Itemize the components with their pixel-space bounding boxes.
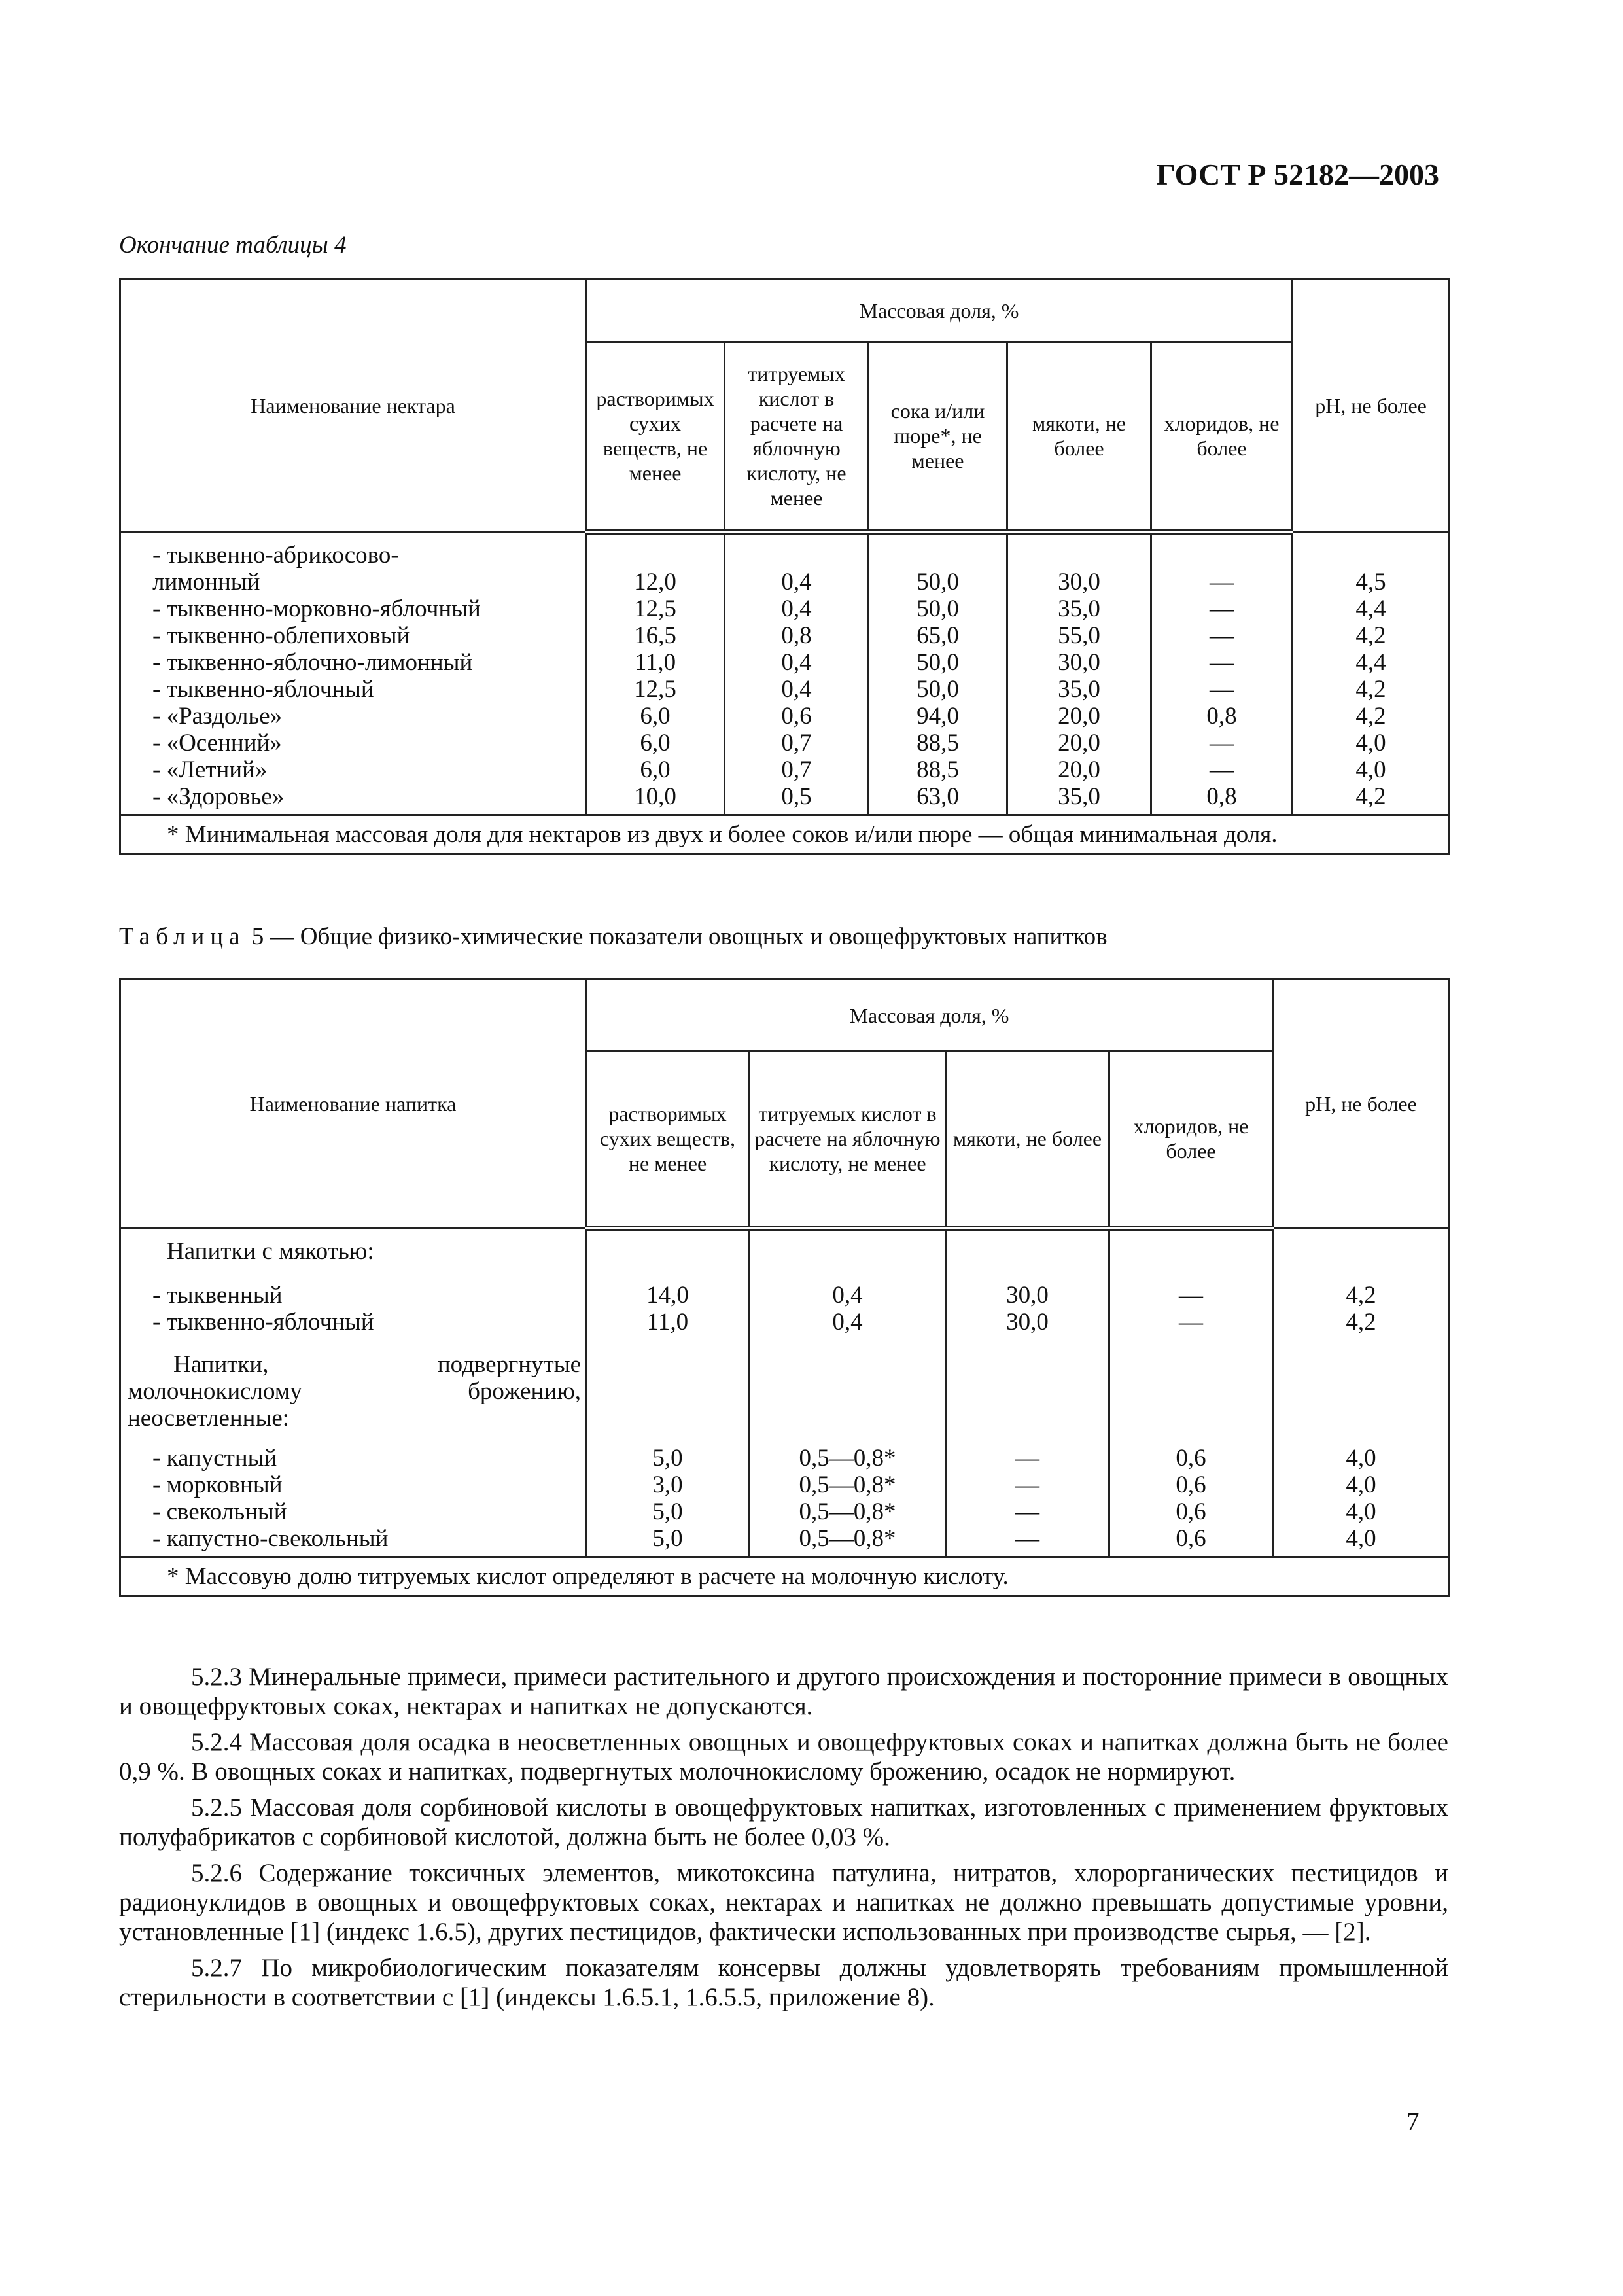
cell-ph: 4,0 [1273, 1472, 1450, 1498]
table5-header-group: Массовая доля, % [586, 980, 1273, 1051]
cell-soluble: 12,0 [586, 532, 725, 596]
cell-soluble: 5,0 [586, 1498, 750, 1525]
cell-soluble: 14,0 [586, 1265, 750, 1309]
table4-header-name: Наименование нектара [120, 279, 586, 532]
row-name: - «Здоровье» [120, 783, 586, 815]
table4-caption: Окончание таблицы 4 [119, 232, 347, 258]
cell-chlorides: 0,6 [1109, 1525, 1273, 1557]
cell-soluble: 12,5 [586, 595, 725, 622]
document-standard-number: ГОСТ Р 52182—2003 [1156, 158, 1439, 191]
table5-group1-title: Напитки с мякотью: [120, 1228, 586, 1265]
cell-acids: 0,4 [750, 1265, 946, 1309]
cell-chlorides: — [1151, 676, 1293, 703]
cell-pulp: 30,0 [946, 1265, 1109, 1309]
table4-header-chlorides: хлоридов, не более [1151, 342, 1293, 532]
cell-acids: 0,7 [725, 756, 869, 783]
cell-chlorides: — [1109, 1309, 1273, 1335]
cell-soluble: 3,0 [586, 1472, 750, 1498]
table4-header-ph: pH, не более [1293, 279, 1450, 532]
cell-ph: 4,2 [1293, 622, 1450, 649]
table5-header-name: Наименование напитка [120, 980, 586, 1228]
cell-ph: 4,2 [1293, 703, 1450, 730]
cell-chlorides: — [1151, 649, 1293, 676]
row-name: - капустно-свекольный [120, 1525, 586, 1557]
cell-chlorides: — [1151, 730, 1293, 756]
cell-pulp: 35,0 [1007, 676, 1151, 703]
cell-ph: 4,2 [1293, 676, 1450, 703]
row-name: - «Раздолье» [120, 703, 586, 730]
cell-ph: 4,0 [1273, 1525, 1450, 1557]
table-row [120, 783, 1450, 815]
cell-acids: 0,5 [725, 783, 869, 815]
paragraph-5-2-7: 5.2.7 По микробиологическим показателям консервы должны удовлетворять требованиям промышленной стерильности в соответствии с [1] (индексы 1.6.5.1, 1.6.5.5, приложение 8). [119, 1954, 1448, 2011]
table5-footnote: * Массовую долю титруемых кислот определяют в расчете на молочную кислоту. [120, 1557, 1450, 1597]
cell-soluble: 6,0 [586, 703, 725, 730]
table-row [120, 730, 1450, 756]
cell-acids: 0,4 [750, 1309, 946, 1335]
cell-juice: 88,5 [869, 730, 1007, 756]
cell-chlorides: — [1151, 622, 1293, 649]
table-row [120, 532, 1450, 596]
row-name: - тыквенно-яблочно-лимонный [120, 649, 586, 676]
cell-pulp: 55,0 [1007, 622, 1151, 649]
table5-header-ph: pH, не более [1273, 980, 1450, 1228]
row-name: - тыквенный [120, 1265, 586, 1309]
row-name: - тыквенно-яблочный [120, 676, 586, 703]
cell-acids: 0,8 [725, 622, 869, 649]
paragraph-5-2-4: 5.2.4 Массовая доля осадка в неосветленных овощных и овощефруктовых соках и напитках должна быть не более 0,9 %. В овощных соках и напитках, подвергнутых молочнокислому брожению, осадок не нормируют. [119, 1728, 1448, 1786]
cell-pulp: — [946, 1498, 1109, 1525]
cell-chlorides: — [1151, 532, 1293, 596]
cell-soluble: 5,0 [586, 1432, 750, 1472]
cell-pulp: — [946, 1525, 1109, 1557]
cell-acids: 0,4 [725, 649, 869, 676]
table5-caption-lead: Таблица [119, 923, 246, 950]
row-name: - «Осенний» [120, 730, 586, 756]
cell-ph: 4,2 [1273, 1265, 1450, 1309]
cell-ph: 4,5 [1293, 532, 1450, 596]
cell-chlorides: 0,8 [1151, 783, 1293, 815]
cell-juice: 65,0 [869, 622, 1007, 649]
row-name: - тыквенно-облепиховый [120, 622, 586, 649]
cell-soluble: 12,5 [586, 676, 725, 703]
row-name: - капустный [120, 1432, 586, 1472]
cell-acids: 0,5—0,8* [750, 1472, 946, 1498]
table-row [120, 622, 1450, 649]
cell-soluble: 11,0 [586, 1309, 750, 1335]
cell-juice: 94,0 [869, 703, 1007, 730]
cell-pulp: — [946, 1432, 1109, 1472]
cell-acids: 0,7 [725, 730, 869, 756]
cell-chlorides: — [1109, 1265, 1273, 1309]
row-name: - тыквенно-яблочный [120, 1309, 586, 1335]
cell-ph: 4,0 [1273, 1498, 1450, 1525]
cell-soluble: 6,0 [586, 730, 725, 756]
cell-chlorides: 0,6 [1109, 1472, 1273, 1498]
cell-acids: 0,5—0,8* [750, 1432, 946, 1472]
table-row [120, 1472, 1450, 1498]
table-row [120, 1525, 1450, 1557]
table-row [120, 649, 1450, 676]
cell-juice: 63,0 [869, 783, 1007, 815]
table4-header-group: Массовая доля, % [586, 279, 1293, 342]
table5 [119, 978, 1450, 1597]
body-text [119, 1662, 1448, 2019]
cell-pulp: 30,0 [1007, 649, 1151, 676]
cell-acids: 0,4 [725, 595, 869, 622]
table-row [120, 703, 1450, 730]
table5-header-chlorides: хлоридов, не более [1109, 1051, 1273, 1228]
cell-ph: 4,0 [1273, 1432, 1450, 1472]
cell-ph: 4,0 [1293, 730, 1450, 756]
table5-group2-title: Напитки, подвергнутые молочнокислому брожению, неосветленные: [120, 1335, 586, 1432]
paragraph-5-2-6: 5.2.6 Содержание токсичных элементов, микотоксина патулина, нитратов, хлорорганических пестицидов и радионуклидов в овощных и овощефруктовых соках, нектарах и напитках не должно превышать допустимые уровни, установленные [1] (индекс 1.6.5), других пестицидов, фактически использованных при производстве сырья, — [2]. [119, 1859, 1448, 1946]
cell-pulp: 35,0 [1007, 595, 1151, 622]
cell-pulp: 20,0 [1007, 756, 1151, 783]
table4-footnote: * Минимальная массовая доля для нектаров из двух и более соков и/или пюре — общая минимальная доля. [120, 815, 1450, 855]
cell-juice: 50,0 [869, 676, 1007, 703]
cell-pulp: 30,0 [946, 1309, 1109, 1335]
cell-ph: 4,2 [1293, 783, 1450, 815]
table4-header-juice: сока и/или пюре*, не менее [869, 342, 1007, 532]
page-number: 7 [1406, 2108, 1420, 2136]
cell-chlorides: — [1151, 595, 1293, 622]
cell-chlorides: — [1151, 756, 1293, 783]
cell-acids: 0,4 [725, 676, 869, 703]
cell-pulp: — [946, 1472, 1109, 1498]
cell-soluble: 6,0 [586, 756, 725, 783]
table-row [120, 1265, 1450, 1309]
table5-caption-title: 5 — Общие физико-химические показатели овощных и овощефруктовых напитков [251, 923, 1108, 950]
table-row [120, 595, 1450, 622]
cell-juice: 88,5 [869, 756, 1007, 783]
cell-pulp: 30,0 [1007, 532, 1151, 596]
cell-chlorides: 0,6 [1109, 1432, 1273, 1472]
cell-ph: 4,0 [1293, 756, 1450, 783]
cell-juice: 50,0 [869, 595, 1007, 622]
cell-soluble: 10,0 [586, 783, 725, 815]
cell-pulp: 20,0 [1007, 730, 1151, 756]
table-row [120, 1309, 1450, 1335]
cell-ph: 4,2 [1273, 1309, 1450, 1335]
table5-header-pulp: мякоти, не более [946, 1051, 1109, 1228]
cell-ph: 4,4 [1293, 595, 1450, 622]
paragraph-5-2-5: 5.2.5 Массовая доля сорбиновой кислоты в овощефруктовых напитках, изготовленных с применением фруктовых полуфабрикатов с сорбиновой кислотой, должна быть не более 0,03 %. [119, 1793, 1448, 1851]
table4-header-soluble: растворимых сухих веществ, не менее [586, 342, 725, 532]
cell-acids: 0,4 [725, 532, 869, 596]
paragraph-5-2-3: 5.2.3 Минеральные примеси, примеси растительного и другого происхождения и посторонние примеси в овощных и овощефруктовых соках, нектарах и напитках не допускаются. [119, 1663, 1448, 1720]
cell-chlorides: 0,6 [1109, 1498, 1273, 1525]
cell-juice: 50,0 [869, 532, 1007, 596]
cell-ph: 4,4 [1293, 649, 1450, 676]
row-name: - свекольный [120, 1498, 586, 1525]
cell-acids: 0,5—0,8* [750, 1498, 946, 1525]
table4 [119, 278, 1450, 855]
cell-acids: 0,5—0,8* [750, 1525, 946, 1557]
row-name: - тыквенно-морковно-яблочный [120, 595, 586, 622]
table5-header-soluble: растворимых сухих веществ, не менее [586, 1051, 750, 1228]
table-row [120, 1432, 1450, 1472]
table-row [120, 676, 1450, 703]
cell-soluble: 11,0 [586, 649, 725, 676]
cell-acids: 0,6 [725, 703, 869, 730]
cell-juice: 50,0 [869, 649, 1007, 676]
table4-header-pulp: мякоти, не более [1007, 342, 1151, 532]
table5-header-acids: титруемых кислот в расчете на яблочную кислоту, не менее [750, 1051, 946, 1228]
table-row [120, 1498, 1450, 1525]
table4-header-acids: титруемых кислот в расчете на яблочную кислоту, не менее [725, 342, 869, 532]
row-name: - тыквенно-абрикосово-лимонный [120, 532, 586, 596]
cell-chlorides: 0,8 [1151, 703, 1293, 730]
cell-pulp: 20,0 [1007, 703, 1151, 730]
row-name: - морковный [120, 1472, 586, 1498]
cell-pulp: 35,0 [1007, 783, 1151, 815]
row-name: - «Летний» [120, 756, 586, 783]
table5-caption [119, 923, 1108, 951]
cell-soluble: 16,5 [586, 622, 725, 649]
cell-soluble: 5,0 [586, 1525, 750, 1557]
table-row [120, 756, 1450, 783]
